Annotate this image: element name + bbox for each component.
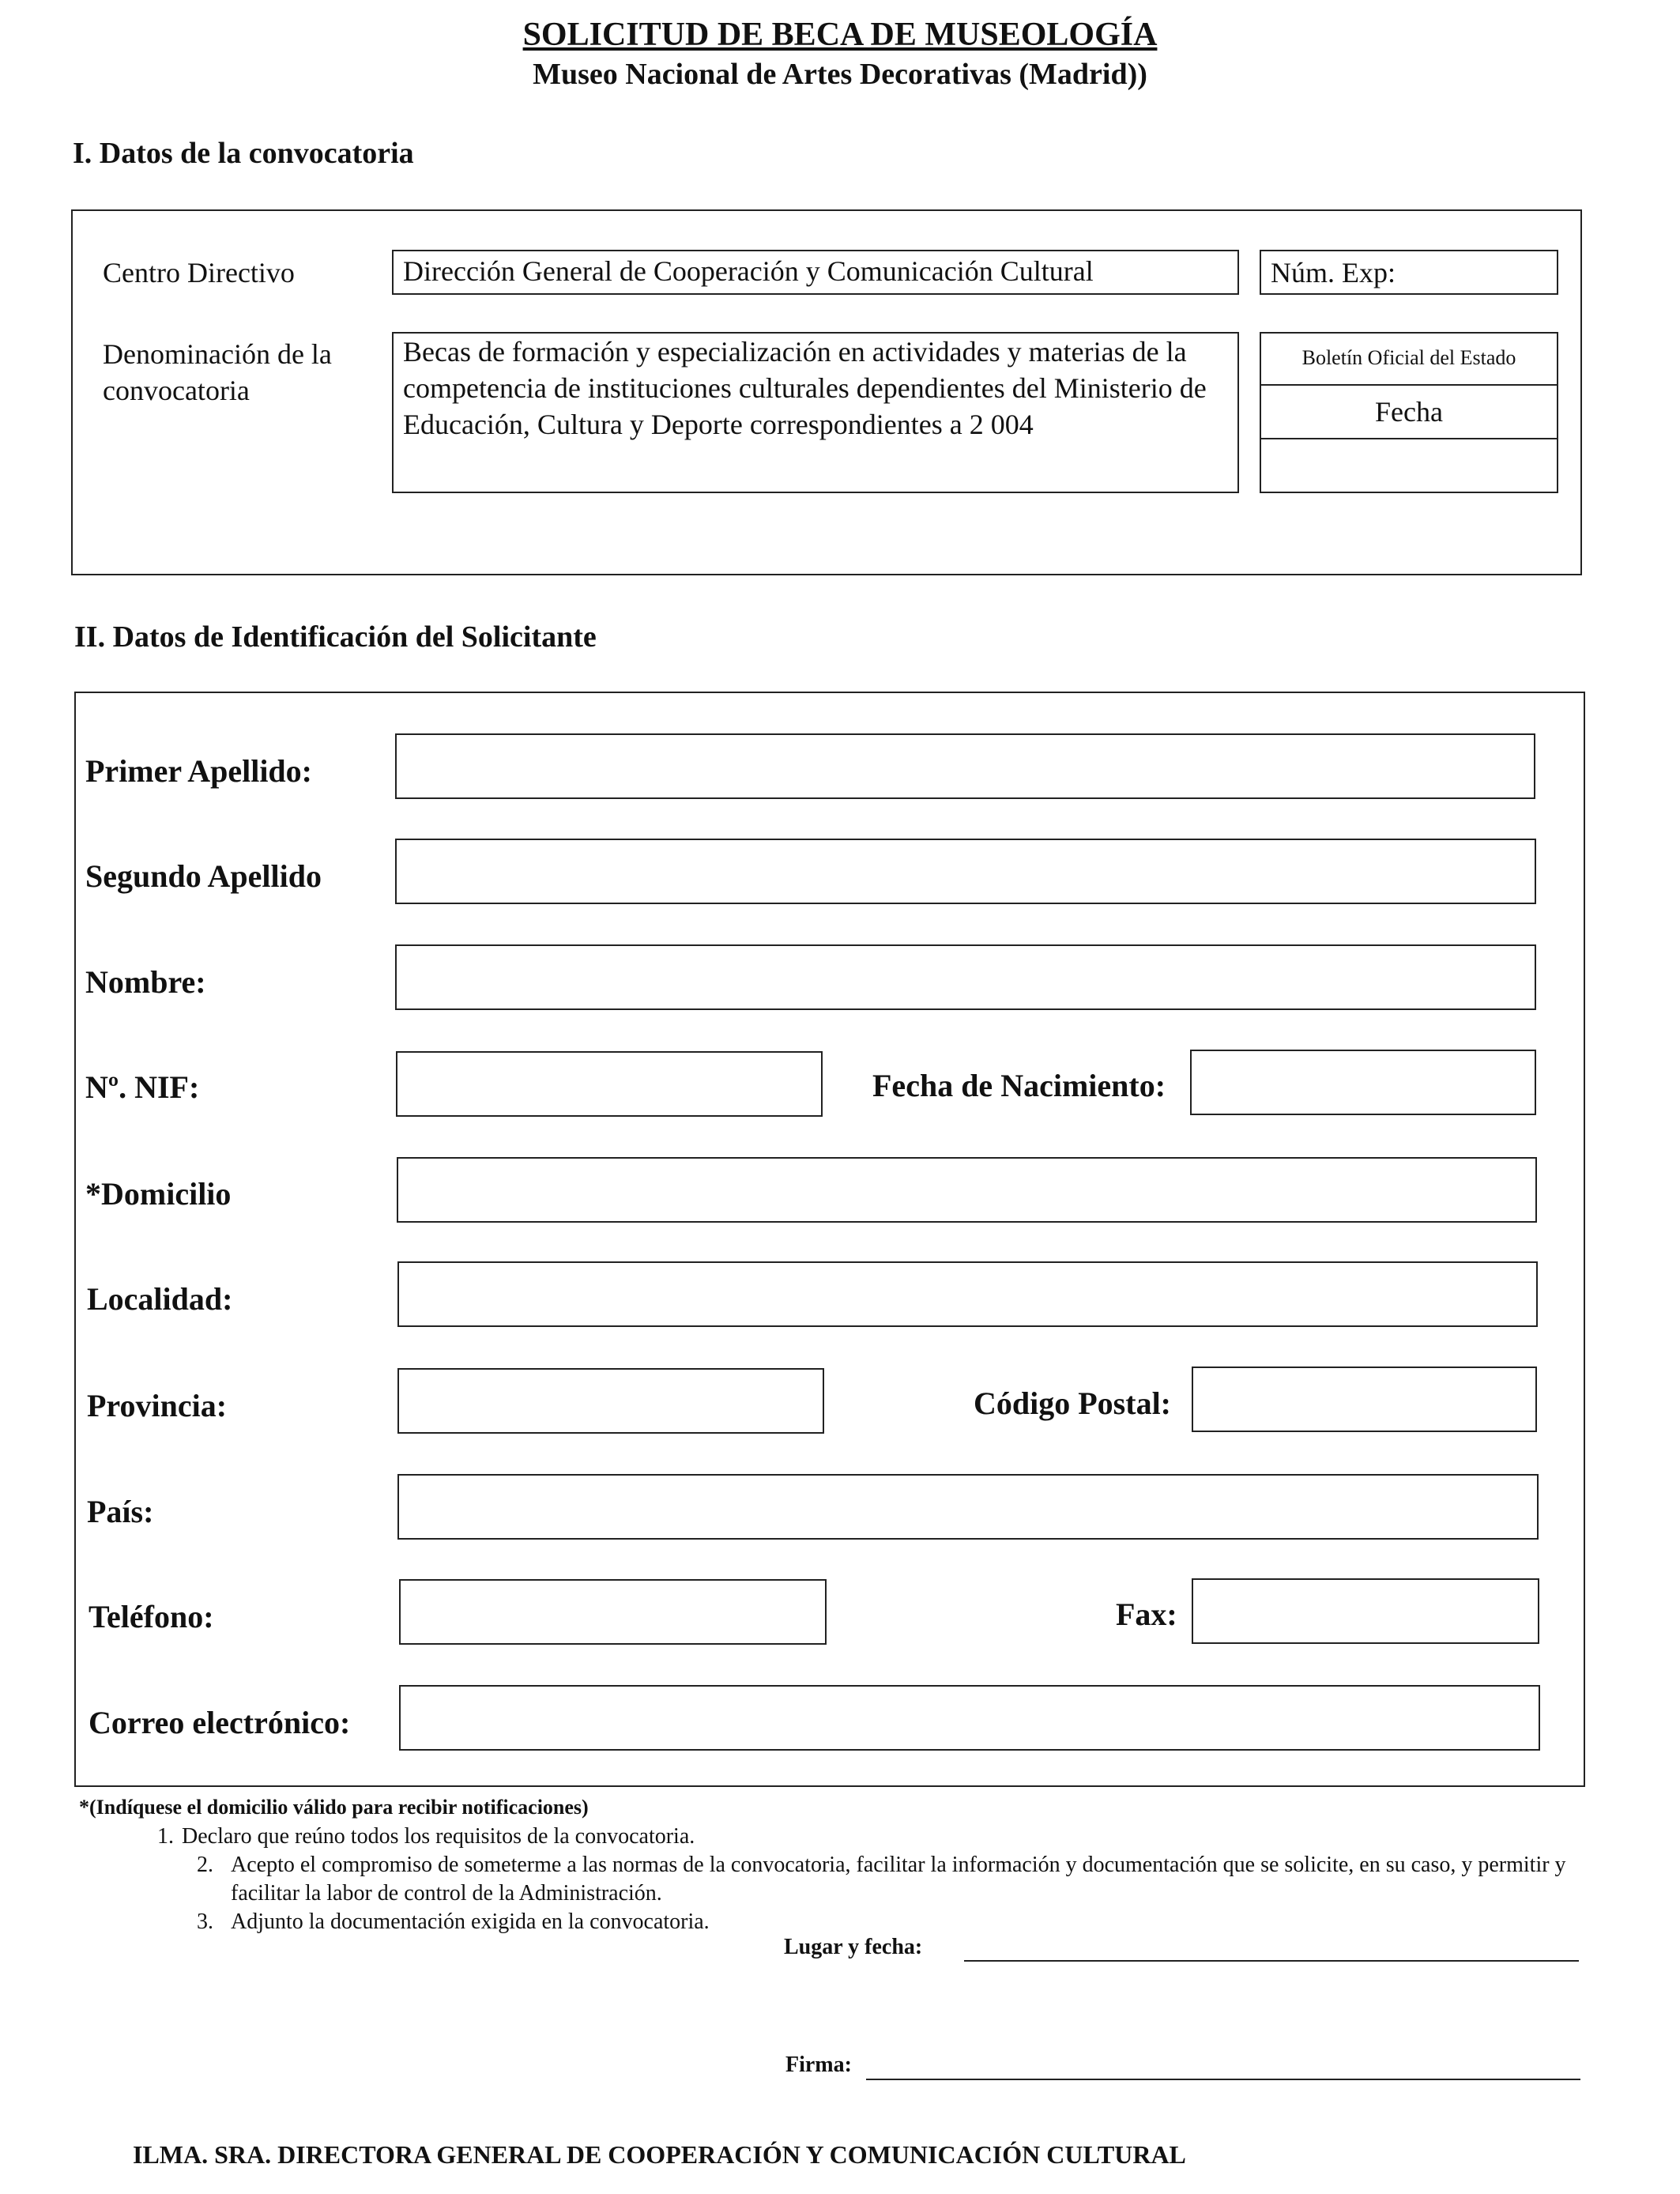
- fecha-nacimiento-input[interactable]: [1190, 1050, 1536, 1115]
- centro-directivo-value: Dirección General de Cooperación y Comunicación Cultural: [403, 255, 1094, 287]
- segundo-apellido-input[interactable]: [395, 839, 1536, 904]
- num-exp-field[interactable]: [1260, 250, 1558, 295]
- firma-label: Firma:: [785, 2053, 852, 2077]
- denominacion-value: Becas de formación y especialización en actividades y materias de la competencia de instituciones culturales dependientes del Ministerio de Educación, Cultura y Deporte correspondientes a 2 004: [403, 336, 1207, 440]
- codigo-postal-input[interactable]: [1192, 1367, 1537, 1432]
- nombre-input[interactable]: [395, 944, 1536, 1010]
- declaration-item: [197, 1851, 1637, 1908]
- declaration-item: [157, 1823, 1636, 1851]
- boe-label: Boletín Oficial del Estado: [1301, 346, 1516, 369]
- form-title: SOLICITUD DE BECA DE MUSEOLOGÍA: [522, 17, 1158, 53]
- section1-heading: I. Datos de la convocatoria: [73, 137, 414, 170]
- lugar-fecha-label: Lugar y fecha:: [784, 1935, 923, 1959]
- centro-directivo-label: Centro Directivo: [103, 257, 295, 288]
- declaration-text: Declaro que reúno todos los requisitos de la convocatoria.: [182, 1824, 695, 1849]
- boe-divider-1: [1261, 384, 1557, 386]
- lugar-fecha-line[interactable]: [964, 1960, 1579, 1962]
- primer-apellido-input[interactable]: [395, 733, 1535, 799]
- centro-directivo-field[interactable]: [392, 250, 1239, 295]
- domicilio-input[interactable]: [397, 1157, 1537, 1223]
- num-exp-label: Núm. Exp:: [1271, 257, 1396, 288]
- declaration-text: Acepto el compromiso de someterme a las normas de la convocatoria, facilitar la información y documentación que se solicite, en su caso, y permitir y facilitar la labor de control de la Administración.: [231, 1853, 1566, 1906]
- addressee: ILMA. SRA. DIRECTORA GENERAL DE COOPERACIÓN Y COMUNICACIÓN CULTURAL: [133, 2140, 1186, 2169]
- correo-label: Correo electrónico:: [89, 1705, 351, 1740]
- primer-apellido-label: Primer Apellido:: [85, 753, 312, 789]
- pais-label: País:: [87, 1494, 154, 1529]
- domicilio-note: *(Indíquese el domicilio válido para recibir notificaciones): [79, 1796, 589, 1819]
- segundo-apellido-label: Segundo Apellido: [85, 858, 322, 894]
- localidad-label: Localidad:: [87, 1281, 233, 1317]
- fecha-nacimiento-label: Fecha de Nacimiento:: [872, 1068, 1166, 1103]
- declaration-number: 1.: [157, 1824, 174, 1849]
- boe-fecha-label: Fecha: [1375, 396, 1443, 428]
- fax-input[interactable]: [1192, 1578, 1539, 1644]
- denominacion-field[interactable]: [392, 332, 1239, 493]
- nombre-label: Nombre:: [85, 964, 206, 1000]
- nif-label: Nº. NIF:: [85, 1069, 200, 1105]
- boe-box: [1260, 332, 1558, 493]
- telefono-label: Teléfono:: [89, 1599, 214, 1634]
- firma-line[interactable]: [866, 2079, 1580, 2080]
- provincia-label: Provincia:: [87, 1388, 228, 1423]
- localidad-input[interactable]: [397, 1261, 1538, 1327]
- correo-input[interactable]: [399, 1685, 1540, 1751]
- declaration-number: 2.: [197, 1853, 213, 1877]
- fax-label: Fax:: [1116, 1596, 1177, 1632]
- form-subtitle: Museo Nacional de Artes Decorativas (Madrid)): [533, 58, 1147, 91]
- domicilio-label: *Domicilio: [85, 1176, 232, 1212]
- declaration-number: 3.: [197, 1909, 213, 1934]
- provincia-input[interactable]: [397, 1368, 824, 1434]
- telefono-input[interactable]: [399, 1579, 827, 1645]
- section2-heading: II. Datos de Identificación del Solicitante: [74, 620, 597, 654]
- declaration-text: Adjunto la documentación exigida en la convocatoria.: [231, 1909, 710, 1934]
- denominacion-label: Denominación de la convocatoria: [103, 338, 332, 406]
- codigo-postal-label: Código Postal:: [974, 1385, 1171, 1421]
- nif-input[interactable]: [396, 1051, 823, 1117]
- boe-fecha-field[interactable]: [1261, 439, 1557, 492]
- declaration-item: [197, 1908, 1637, 1936]
- pais-input[interactable]: [397, 1474, 1539, 1540]
